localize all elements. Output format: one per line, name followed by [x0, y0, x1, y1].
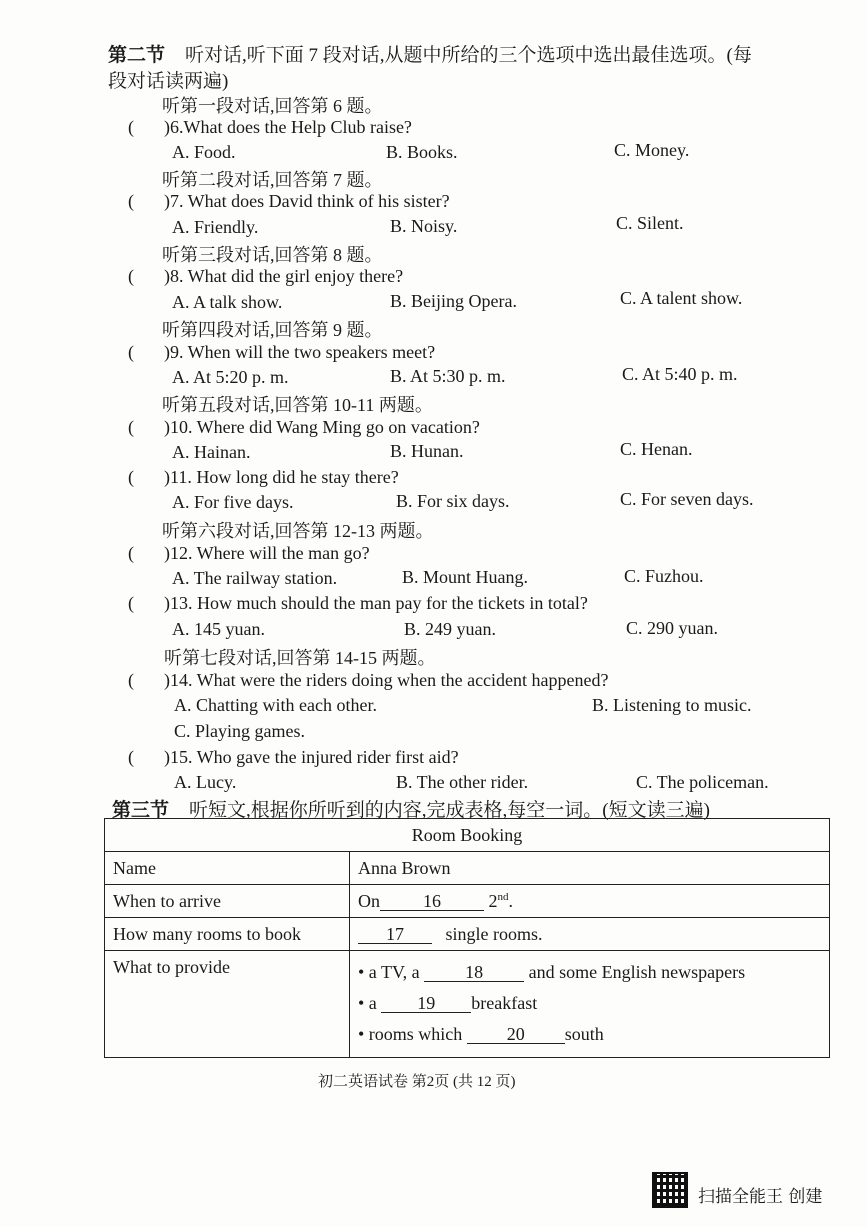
blank-18[interactable]: 18: [424, 963, 524, 982]
q11-option-c: C. For seven days.: [620, 489, 754, 509]
rooms-label: How many rooms to book: [105, 918, 350, 951]
answer-paren[interactable]: (: [128, 593, 134, 613]
q7-option-c: C. Silent.: [616, 213, 684, 233]
provide-line-2: [358, 988, 821, 1019]
q9-option-a: A. At 5:20 p. m.: [172, 367, 289, 387]
question-8: [128, 266, 403, 287]
q12-option-a: A. The railway station.: [172, 568, 338, 588]
q6-option-b: B. Books.: [386, 142, 458, 162]
q9-option-c: C. At 5:40 p. m.: [622, 364, 738, 384]
question-12: [128, 543, 370, 564]
question-13: [128, 593, 588, 614]
q13-option-a: A. 145 yuan.: [172, 619, 265, 639]
question-11-text: )11. How long did he stay there?: [164, 467, 399, 487]
arrive-day: 2: [488, 890, 498, 911]
q15-option-a: A. Lucy.: [174, 772, 237, 792]
question-15-text: )15. Who gave the injured rider first aid?: [164, 747, 459, 767]
table-row: [105, 885, 830, 918]
name-label: Name: [105, 852, 350, 885]
answer-paren[interactable]: (: [128, 417, 134, 437]
section3-instruction-text: 听短文,根据你所听到的内容,完成表格,每空一词。(短文读三遍): [189, 800, 710, 821]
answer-paren[interactable]: (: [128, 117, 134, 137]
blank-20[interactable]: 20: [467, 1025, 565, 1044]
page-footer: 初二英语试卷 第2页 (共 12 页): [318, 1074, 516, 1090]
q14-option-c: C. Playing games.: [174, 721, 305, 741]
answer-paren[interactable]: (: [128, 747, 134, 767]
q6-option-a: A. Food.: [172, 142, 236, 162]
q10-option-c: C. Henan.: [620, 439, 693, 459]
question-15: [128, 747, 459, 768]
provide-label: What to provide: [105, 951, 350, 1058]
q10-option-b: B. Hunan.: [390, 441, 464, 461]
answer-paren[interactable]: (: [128, 467, 134, 487]
room-booking-table: [104, 818, 830, 1058]
question-9-text: )9. When will the two speakers meet?: [164, 342, 436, 362]
q11-option-a: A. For five days.: [172, 492, 294, 512]
answer-paren[interactable]: (: [128, 543, 134, 563]
provide-line-1: [358, 957, 821, 988]
section2-instruction: [108, 40, 752, 67]
table-row: [105, 918, 830, 951]
question-13-text: )13. How much should the man pay for the tickets in total?: [164, 593, 588, 613]
q8-option-c: C. A talent show.: [620, 288, 743, 308]
question-12-text: )12. Where will the man go?: [164, 543, 370, 563]
arrive-label: When to arrive: [105, 885, 350, 918]
provide-line-3-prefix: • rooms which: [358, 1024, 463, 1044]
rooms-value: [350, 918, 830, 951]
question-9: [128, 342, 435, 363]
arrive-value: [350, 885, 830, 918]
arrive-end: .: [508, 890, 513, 911]
answer-paren[interactable]: (: [128, 670, 134, 690]
table-row: [105, 951, 830, 1058]
scanner-watermark: 扫描全能王 创建: [698, 1187, 823, 1207]
name-value: Anna Brown: [350, 852, 830, 885]
provide-line-2-prefix: • a: [358, 993, 377, 1013]
question-7: [128, 191, 450, 212]
q15-option-c: C. The policeman.: [636, 772, 769, 792]
q11-option-b: B. For six days.: [396, 491, 510, 511]
section2-label: 第二节: [108, 45, 166, 66]
dialogue-intro-4: 听第四段对话,回答第 9 题。: [162, 320, 383, 340]
answer-paren[interactable]: (: [128, 342, 134, 362]
section2-instruction-line1: 听对话,听下面 7 段对话,从题中所给的三个选项中选出最佳选项。(每: [185, 45, 752, 66]
q8-option-b: B. Beijing Opera.: [390, 291, 517, 311]
answer-paren[interactable]: (: [128, 266, 134, 286]
dialogue-intro-7: 听第七段对话,回答第 14-15 两题。: [164, 648, 436, 668]
table-title: Room Booking: [105, 819, 830, 852]
section2-instruction-line2: 段对话读两遍): [108, 71, 229, 92]
q14-option-a: A. Chatting with each other.: [174, 695, 377, 715]
q14-option-b: B. Listening to music.: [592, 695, 752, 715]
question-11: [128, 467, 399, 488]
q7-option-b: B. Noisy.: [390, 216, 458, 236]
dialogue-intro-2: 听第二段对话,回答第 7 题。: [162, 170, 383, 190]
question-8-text: )8. What did the girl enjoy there?: [164, 266, 404, 286]
q8-option-a: A. A talk show.: [172, 292, 283, 312]
question-6: [128, 117, 412, 138]
q13-option-b: B. 249 yuan.: [404, 619, 496, 639]
question-14: [128, 670, 609, 691]
q15-option-b: B. The other rider.: [396, 772, 529, 792]
provide-line-1-suffix: and some English newspapers: [528, 962, 746, 982]
rooms-suffix: single rooms.: [445, 923, 543, 944]
provide-line-1-prefix: • a TV, a: [358, 962, 420, 982]
dialogue-intro-5: 听第五段对话,回答第 10-11 两题。: [162, 395, 433, 415]
arrive-prefix: On: [358, 890, 380, 911]
q9-option-b: B. At 5:30 p. m.: [390, 366, 506, 386]
q7-option-a: A. Friendly.: [172, 217, 259, 237]
qr-code-icon: [652, 1172, 688, 1208]
dialogue-intro-3: 听第三段对话,回答第 8 题。: [162, 245, 383, 265]
question-10-text: )10. Where did Wang Ming go on vacation?: [164, 417, 480, 437]
question-10: [128, 417, 480, 438]
blank-16[interactable]: 16: [380, 892, 484, 911]
answer-paren[interactable]: (: [128, 191, 134, 211]
q6-option-c: C. Money.: [614, 140, 690, 160]
dialogue-intro-6: 听第六段对话,回答第 12-13 两题。: [162, 521, 434, 541]
provide-value: [350, 951, 830, 1058]
q12-option-c: C. Fuzhou.: [624, 566, 704, 586]
provide-line-3-suffix: south: [564, 1024, 604, 1044]
question-7-text: )7. What does David think of his sister?: [164, 191, 450, 211]
provide-line-2-suffix: breakfast: [471, 993, 538, 1013]
table-row: [105, 852, 830, 885]
dialogue-intro-1: 听第一段对话,回答第 6 题。: [162, 96, 383, 116]
question-14-text: )14. What were the riders doing when the accident happened?: [164, 670, 609, 690]
arrive-day-suffix: nd: [497, 890, 509, 903]
blank-17[interactable]: 17: [358, 925, 432, 944]
blank-19[interactable]: 19: [381, 994, 471, 1013]
provide-line-3: [358, 1019, 821, 1050]
question-6-text: )6.What does the Help Club raise?: [164, 117, 412, 137]
section3-label: 第三节: [112, 800, 170, 821]
q12-option-b: B. Mount Huang.: [402, 567, 528, 587]
q10-option-a: A. Hainan.: [172, 442, 251, 462]
q13-option-c: C. 290 yuan.: [626, 618, 718, 638]
